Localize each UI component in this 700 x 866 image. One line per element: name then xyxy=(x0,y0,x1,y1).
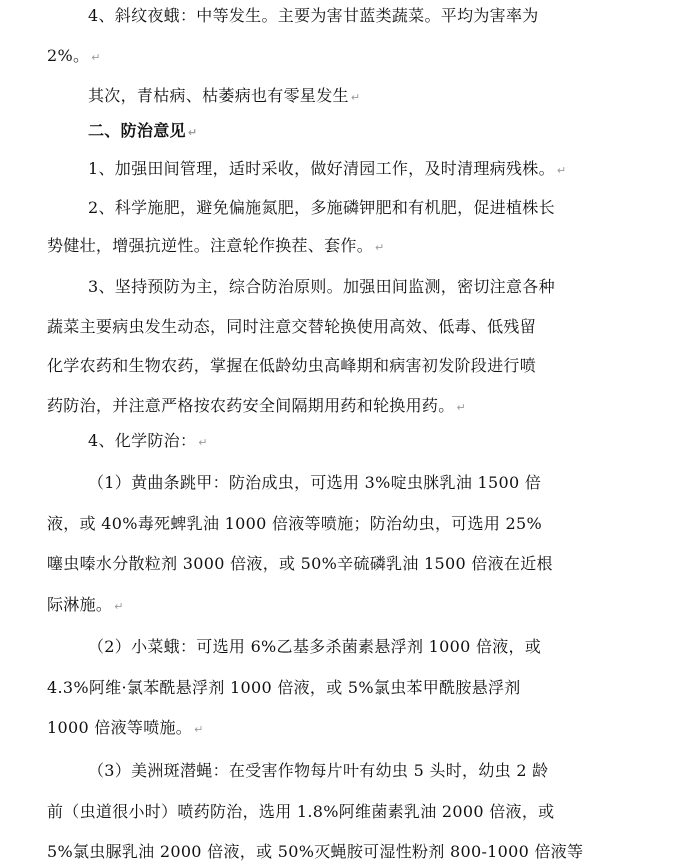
text-line: 噻虫嗪水分散粒剂 3000 倍液，或 50%辛硫磷乳油 1500 倍液在近根 xyxy=(47,554,553,573)
text-line: （2）小菜蛾：可选用 6%乙基多杀菌素悬浮剂 1000 倍液，或 xyxy=(88,637,542,656)
text-line: 2%。 ↵ xyxy=(47,46,101,65)
text-line: 势健壮，增强抗逆性。注意轮作换茬、套作。 ↵ xyxy=(47,236,385,255)
text-line: 2、科学施肥，避免偏施氮肥，多施磷钾肥和有机肥，促进植株长 xyxy=(88,198,555,217)
text-line: 蔬菜主要病虫发生动态，同时注意交替轮换使用高效、低毒、低残留 xyxy=(47,317,537,336)
paragraph-mark-icon: ↵ xyxy=(194,723,204,736)
paragraph-mark-icon: ↵ xyxy=(187,126,198,139)
text-line: 其次，青枯病、枯萎病也有零星发生 ↵ xyxy=(88,86,361,105)
paragraph-mark-icon: ↵ xyxy=(456,401,467,414)
text-line: （3）美洲斑潜蝇：在受害作物每片叶有幼虫 5 头时，幼虫 2 龄 xyxy=(88,761,549,780)
text-line: 4、斜纹夜蛾：中等发生。主要为害甘蓝类蔬菜。平均为害率为 xyxy=(88,6,539,25)
text-line: 化学农药和生物农药，掌握在低龄幼虫高峰期和病害初发阶段进行喷 xyxy=(47,356,537,375)
text-line: 1000 倍液等喷施。 ↵ xyxy=(47,718,204,737)
text-line: 际淋施。 ↵ xyxy=(47,595,124,614)
text-line: 4.3%阿维·氯苯酰悬浮剂 1000 倍液，或 5%氯虫苯甲酰胺悬浮剂 xyxy=(47,678,521,697)
text-line: 药防治，并注意严格按农药安全间隔期用药和轮换用药。 ↵ xyxy=(47,396,467,415)
text-line: 3、坚持预防为主，综合防治原则。加强田间监测，密切注意各种 xyxy=(88,277,555,296)
text-line: 5%氯虫脲乳油 2000 倍液，或 50%灭蝇胺可湿性粉剂 800-1000 倍液等 xyxy=(47,842,584,861)
text-line: 液，或 40%毒死蜱乳油 1000 倍液等喷施；防治幼虫，可选用 25% xyxy=(47,514,542,533)
paragraph-mark-icon: ↵ xyxy=(350,91,361,104)
paragraph-mark-icon: ↵ xyxy=(556,164,567,177)
text-line: 4、化学防治： ↵ xyxy=(88,431,208,450)
paragraph-mark-icon: ↵ xyxy=(114,600,124,613)
paragraph-mark-icon: ↵ xyxy=(375,241,385,254)
text-line: 前（虫道很小时）喷药防治，选用 1.8%阿维菌素乳油 2000 倍液，或 xyxy=(47,802,555,821)
paragraph-mark-icon: ↵ xyxy=(198,436,208,449)
text-line: （1）黄曲条跳甲：防治成虫，可选用 3%啶虫脒乳油 1500 倍 xyxy=(88,473,542,492)
paragraph-mark-icon: ↵ xyxy=(91,51,101,64)
section-heading: 二、防治意见 ↵ xyxy=(88,121,198,140)
text-line: 1、加强田间管理，适时采收，做好清园工作，及时清理病残株。 ↵ xyxy=(88,159,567,178)
